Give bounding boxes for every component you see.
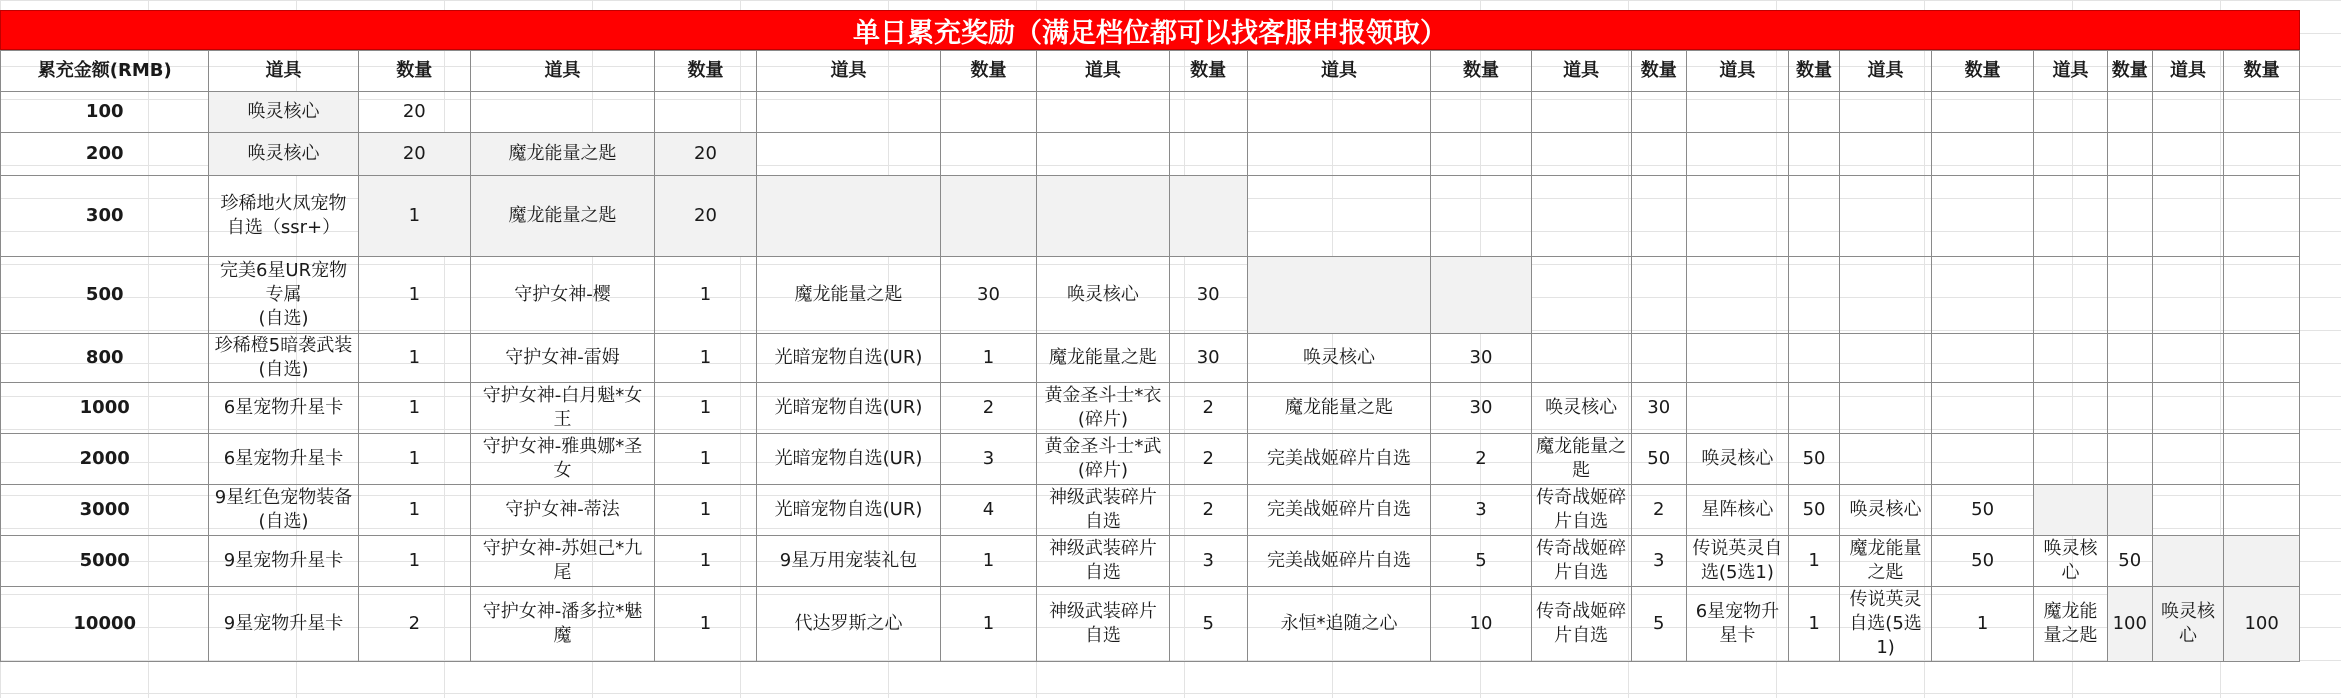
amount-cell[interactable]: 100 (1, 92, 209, 133)
qty-cell[interactable]: 2 (1169, 434, 1247, 485)
qty-cell[interactable]: 20 (654, 133, 756, 176)
qty-cell[interactable]: 1 (358, 334, 470, 383)
empty-cell[interactable] (1686, 92, 1788, 133)
empty-cell[interactable] (2034, 257, 2108, 334)
empty-cell[interactable] (940, 176, 1036, 257)
empty-cell[interactable] (1840, 434, 1932, 485)
empty-cell[interactable] (2107, 383, 2152, 434)
qty-cell[interactable]: 1 (358, 176, 470, 257)
qty-cell[interactable]: 20 (358, 92, 470, 133)
amount-cell[interactable]: 1000 (1, 383, 209, 434)
item-cell[interactable]: 守护女神-蒂法 (471, 485, 655, 536)
empty-cell[interactable] (757, 92, 941, 133)
item-cell[interactable]: 完美战姬碎片自选 (1247, 485, 1431, 536)
qty-cell[interactable]: 1 (940, 536, 1036, 587)
item-cell[interactable]: 守护女神-白月魁*女王 (471, 383, 655, 434)
qty-cell[interactable]: 1 (1789, 536, 1840, 587)
empty-cell[interactable] (2107, 92, 2152, 133)
empty-cell[interactable] (1686, 133, 1788, 176)
item-cell[interactable]: 神级武装碎片自选 (1037, 587, 1170, 662)
empty-cell[interactable] (1789, 257, 1840, 334)
item-cell[interactable]: 珍稀橙5暗袭武装(自选) (209, 334, 358, 383)
header-item: 道具 (1247, 51, 1431, 92)
item-cell[interactable]: 代达罗斯之心 (757, 587, 941, 662)
amount-cell[interactable]: 500 (1, 257, 209, 334)
table-row (1, 257, 2300, 334)
qty-cell[interactable]: 1 (654, 485, 756, 536)
empty-cell[interactable] (1431, 257, 1531, 334)
qty-cell[interactable]: 1 (358, 434, 470, 485)
empty-cell[interactable] (2224, 485, 2300, 536)
empty-cell[interactable] (1789, 92, 1840, 133)
item-cell[interactable]: 守护女神-潘多拉*魅魔 (471, 587, 655, 662)
item-cell[interactable]: 守护女神-樱 (471, 257, 655, 334)
item-cell[interactable]: 神级武装碎片自选 (1037, 485, 1170, 536)
item-cell[interactable]: 唤灵核心 (209, 92, 358, 133)
qty-cell[interactable]: 30 (940, 257, 1036, 334)
qty-cell[interactable]: 5 (1431, 536, 1531, 587)
item-cell[interactable]: 唤灵核心 (1531, 383, 1631, 434)
qty-cell[interactable]: 50 (1789, 485, 1840, 536)
empty-cell[interactable] (2034, 92, 2108, 133)
empty-cell[interactable] (2224, 334, 2300, 383)
header-item: 道具 (2034, 51, 2108, 92)
empty-cell[interactable] (1431, 176, 1531, 257)
item-cell[interactable]: 唤灵核心 (1247, 334, 1431, 383)
header-qty: 数量 (940, 51, 1036, 92)
empty-cell[interactable] (2224, 257, 2300, 334)
empty-cell[interactable] (2224, 383, 2300, 434)
empty-cell[interactable] (1247, 176, 1431, 257)
qty-cell[interactable]: 3 (1631, 536, 1686, 587)
qty-cell[interactable]: 1 (654, 536, 756, 587)
item-cell[interactable]: 唤灵核心 (209, 133, 358, 176)
empty-cell[interactable] (2107, 176, 2152, 257)
item-cell[interactable]: 传奇战姬碎片自选 (1531, 536, 1631, 587)
item-cell[interactable]: 9星宠物升星卡 (209, 587, 358, 662)
empty-cell[interactable] (1932, 257, 2034, 334)
item-cell[interactable]: 黄金圣斗士*武(碎片) (1037, 434, 1170, 485)
item-cell[interactable]: 星阵核心 (1686, 485, 1788, 536)
header-item: 道具 (1840, 51, 1932, 92)
header-qty: 数量 (1169, 51, 1247, 92)
header-qty: 数量 (1631, 51, 1686, 92)
empty-cell[interactable] (1431, 133, 1531, 176)
header-qty: 数量 (1431, 51, 1531, 92)
qty-cell[interactable]: 1 (358, 536, 470, 587)
item-cell[interactable]: 9星红色宠物装备(自选) (209, 485, 358, 536)
item-cell[interactable]: 神级武装碎片自选 (1037, 536, 1170, 587)
item-cell[interactable]: 魔龙能量之匙 (471, 133, 655, 176)
amount-cell[interactable]: 300 (1, 176, 209, 257)
empty-cell[interactable] (1169, 133, 1247, 176)
header-qty: 数量 (2107, 51, 2152, 92)
empty-cell[interactable] (2152, 92, 2224, 133)
qty-cell[interactable]: 1 (654, 257, 756, 334)
qty-cell[interactable]: 20 (654, 176, 756, 257)
empty-cell[interactable] (1932, 176, 2034, 257)
empty-cell[interactable] (1789, 334, 1840, 383)
empty-cell[interactable] (1169, 176, 1247, 257)
qty-cell[interactable]: 50 (1631, 434, 1686, 485)
table-row (1, 383, 2300, 434)
empty-cell[interactable] (471, 92, 655, 133)
qty-cell[interactable]: 2 (940, 383, 1036, 434)
qty-cell[interactable]: 1 (654, 334, 756, 383)
empty-cell[interactable] (1840, 176, 1932, 257)
qty-cell[interactable]: 5 (1169, 587, 1247, 662)
empty-cell[interactable] (1169, 92, 1247, 133)
amount-cell[interactable]: 800 (1, 334, 209, 383)
empty-cell[interactable] (2152, 257, 2224, 334)
amount-cell[interactable]: 2000 (1, 434, 209, 485)
qty-cell[interactable]: 3 (1169, 536, 1247, 587)
item-cell[interactable]: 6星宠物升星卡 (209, 434, 358, 485)
item-cell[interactable]: 唤灵核心 (1840, 485, 1932, 536)
item-cell[interactable]: 守护女神-苏妲己*九尾 (471, 536, 655, 587)
empty-cell[interactable] (2034, 485, 2108, 536)
empty-cell[interactable] (2107, 434, 2152, 485)
qty-cell[interactable]: 2 (1431, 434, 1531, 485)
qty-cell[interactable]: 2 (1631, 485, 1686, 536)
qty-cell[interactable]: 20 (358, 133, 470, 176)
item-cell[interactable]: 魔龙能量之匙 (1531, 434, 1631, 485)
header-row (1, 51, 2300, 92)
empty-cell[interactable] (1932, 133, 2034, 176)
empty-cell[interactable] (1631, 133, 1686, 176)
empty-cell[interactable] (2034, 434, 2108, 485)
empty-cell[interactable] (2224, 176, 2300, 257)
empty-cell[interactable] (1531, 257, 1631, 334)
item-cell[interactable]: 永恒*追随之心 (1247, 587, 1431, 662)
empty-cell[interactable] (1686, 257, 1788, 334)
qty-cell[interactable]: 100 (2224, 587, 2300, 662)
empty-cell[interactable] (1932, 334, 2034, 383)
empty-cell[interactable] (1431, 92, 1531, 133)
empty-cell[interactable] (1686, 334, 1788, 383)
empty-cell[interactable] (2107, 334, 2152, 383)
qty-cell[interactable]: 1 (940, 334, 1036, 383)
empty-cell[interactable] (940, 92, 1036, 133)
header-item: 道具 (471, 51, 655, 92)
empty-cell[interactable] (1789, 176, 1840, 257)
empty-cell[interactable] (1247, 92, 1431, 133)
empty-cell[interactable] (1840, 133, 1932, 176)
item-cell[interactable]: 6星宠物升星卡 (1686, 587, 1788, 662)
item-cell[interactable]: 魔龙能量之匙 (1840, 536, 1932, 587)
header-amount: 累充金额(RMB) (1, 51, 209, 92)
qty-cell[interactable]: 1 (358, 485, 470, 536)
qty-cell[interactable]: 4 (940, 485, 1036, 536)
empty-cell[interactable] (2152, 383, 2224, 434)
empty-cell[interactable] (2224, 92, 2300, 133)
empty-cell[interactable] (2152, 133, 2224, 176)
table-row (1, 334, 2300, 383)
empty-cell[interactable] (757, 176, 941, 257)
table-row (1, 587, 2300, 662)
qty-cell[interactable]: 1 (358, 257, 470, 334)
table-row (1, 536, 2300, 587)
empty-cell[interactable] (1037, 176, 1170, 257)
amount-cell[interactable]: 10000 (1, 587, 209, 662)
empty-cell[interactable] (940, 133, 1036, 176)
item-cell[interactable]: 传奇战姬碎片自选 (1531, 587, 1631, 662)
header-item: 道具 (2152, 51, 2224, 92)
empty-cell[interactable] (1932, 383, 2034, 434)
qty-cell[interactable]: 30 (1169, 334, 1247, 383)
qty-cell[interactable]: 3 (940, 434, 1036, 485)
qty-cell[interactable]: 50 (1932, 485, 2034, 536)
header-item: 道具 (1686, 51, 1788, 92)
qty-cell[interactable]: 1 (1932, 587, 2034, 662)
item-cell[interactable]: 光暗宠物自选(UR) (757, 334, 941, 383)
table-row (1, 176, 2300, 257)
item-cell[interactable]: 魔龙能量之匙 (1037, 334, 1170, 383)
qty-cell[interactable]: 2 (1169, 383, 1247, 434)
qty-cell[interactable]: 1 (940, 587, 1036, 662)
empty-cell[interactable] (1037, 92, 1170, 133)
item-cell[interactable]: 完美战姬碎片自选 (1247, 536, 1431, 587)
header-qty: 数量 (1932, 51, 2034, 92)
item-cell[interactable]: 光暗宠物自选(UR) (757, 434, 941, 485)
item-cell[interactable]: 魔龙能量之匙 (757, 257, 941, 334)
sheet-title: 单日累充奖励（满足档位都可以找客服申报领取） (0, 10, 2300, 50)
qty-cell[interactable]: 50 (1932, 536, 2034, 587)
empty-cell[interactable] (2224, 536, 2300, 587)
table-row (1, 92, 2300, 133)
empty-cell[interactable] (1631, 257, 1686, 334)
empty-cell[interactable] (1789, 383, 1840, 434)
qty-cell[interactable]: 1 (654, 434, 756, 485)
item-cell[interactable]: 传说英灵自选(5选1) (1686, 536, 1788, 587)
item-cell[interactable]: 魔龙能量之匙 (2034, 587, 2108, 662)
table-row (1, 434, 2300, 485)
item-cell[interactable]: 黄金圣斗士*衣(碎片) (1037, 383, 1170, 434)
empty-cell[interactable] (654, 92, 756, 133)
header-item: 道具 (1037, 51, 1170, 92)
header-qty: 数量 (1789, 51, 1840, 92)
item-cell[interactable]: 守护女神-雅典娜*圣女 (471, 434, 655, 485)
empty-cell[interactable] (2152, 176, 2224, 257)
item-cell[interactable]: 魔龙能量之匙 (471, 176, 655, 257)
empty-cell[interactable] (2034, 133, 2108, 176)
empty-cell[interactable] (1840, 383, 1932, 434)
header-item: 道具 (209, 51, 358, 92)
item-cell[interactable]: 9星宠物升星卡 (209, 536, 358, 587)
item-cell[interactable]: 珍稀地火凤宠物自选（ssr+） (209, 176, 358, 257)
empty-cell[interactable] (1531, 176, 1631, 257)
empty-cell[interactable] (2107, 485, 2152, 536)
table-row (1, 133, 2300, 176)
empty-cell[interactable] (1037, 133, 1170, 176)
empty-cell[interactable] (757, 133, 941, 176)
empty-cell[interactable] (1531, 92, 1631, 133)
item-cell[interactable]: 完美战姬碎片自选 (1247, 434, 1431, 485)
empty-cell[interactable] (1686, 383, 1788, 434)
item-cell[interactable]: 唤灵核心 (2152, 587, 2224, 662)
qty-cell[interactable]: 30 (1169, 257, 1247, 334)
empty-cell[interactable] (1840, 334, 1932, 383)
empty-cell[interactable] (1531, 334, 1631, 383)
qty-cell[interactable]: 10 (1431, 587, 1531, 662)
empty-cell[interactable] (2152, 334, 2224, 383)
empty-cell[interactable] (1247, 257, 1431, 334)
header-item: 道具 (757, 51, 941, 92)
item-cell[interactable]: 9星万用宠装礼包 (757, 536, 941, 587)
header-qty: 数量 (2224, 51, 2300, 92)
empty-cell[interactable] (2224, 434, 2300, 485)
item-cell[interactable]: 光暗宠物自选(UR) (757, 485, 941, 536)
empty-cell[interactable] (2152, 485, 2224, 536)
qty-cell[interactable]: 30 (1431, 383, 1531, 434)
empty-cell[interactable] (1531, 133, 1631, 176)
empty-cell[interactable] (2107, 133, 2152, 176)
qty-cell[interactable]: 30 (1431, 334, 1531, 383)
header-qty: 数量 (358, 51, 470, 92)
table-row (1, 485, 2300, 536)
empty-cell[interactable] (2034, 334, 2108, 383)
empty-cell[interactable] (1932, 434, 2034, 485)
empty-cell[interactable] (2034, 176, 2108, 257)
empty-cell[interactable] (2107, 257, 2152, 334)
qty-cell[interactable]: 50 (1789, 434, 1840, 485)
empty-cell[interactable] (1631, 176, 1686, 257)
empty-cell[interactable] (2224, 133, 2300, 176)
empty-cell[interactable] (2152, 434, 2224, 485)
empty-cell[interactable] (1789, 133, 1840, 176)
reward-table (0, 50, 2300, 662)
item-cell[interactable]: 光暗宠物自选(UR) (757, 383, 941, 434)
qty-cell[interactable]: 3 (1431, 485, 1531, 536)
item-cell[interactable]: 守护女神-雷姆 (471, 334, 655, 383)
item-cell[interactable]: 唤灵核心 (2034, 536, 2108, 587)
qty-cell[interactable]: 2 (358, 587, 470, 662)
amount-cell[interactable]: 200 (1, 133, 209, 176)
amount-cell[interactable]: 3000 (1, 485, 209, 536)
qty-cell[interactable]: 2 (1169, 485, 1247, 536)
empty-cell[interactable] (1840, 257, 1932, 334)
qty-cell[interactable]: 30 (1631, 383, 1686, 434)
qty-cell[interactable]: 1 (654, 383, 756, 434)
empty-cell[interactable] (1686, 176, 1788, 257)
empty-cell[interactable] (1840, 92, 1932, 133)
header-item: 道具 (1531, 51, 1631, 92)
item-cell[interactable]: 魔龙能量之匙 (1247, 383, 1431, 434)
item-cell[interactable]: 传说英灵自选(5选1) (1840, 587, 1932, 662)
item-cell[interactable]: 传奇战姬碎片自选 (1531, 485, 1631, 536)
empty-cell[interactable] (1631, 92, 1686, 133)
empty-cell[interactable] (1631, 334, 1686, 383)
header-qty: 数量 (654, 51, 756, 92)
qty-cell[interactable]: 5 (1631, 587, 1686, 662)
item-cell[interactable]: 唤灵核心 (1037, 257, 1170, 334)
qty-cell[interactable]: 100 (2107, 587, 2152, 662)
item-cell[interactable] (209, 257, 358, 334)
qty-cell[interactable]: 1 (358, 383, 470, 434)
qty-cell[interactable]: 1 (1789, 587, 1840, 662)
empty-cell[interactable] (1932, 92, 2034, 133)
item-cell[interactable]: 唤灵核心 (1686, 434, 1788, 485)
item-text: 完美6星UR宠物专属 (自选) (219, 260, 348, 329)
item-cell[interactable]: 6星宠物升星卡 (209, 383, 358, 434)
qty-cell[interactable]: 1 (654, 587, 756, 662)
empty-cell[interactable] (2034, 383, 2108, 434)
amount-cell[interactable]: 5000 (1, 536, 209, 587)
qty-cell[interactable]: 50 (2107, 536, 2152, 587)
empty-cell[interactable] (2152, 536, 2224, 587)
empty-cell[interactable] (1247, 133, 1431, 176)
